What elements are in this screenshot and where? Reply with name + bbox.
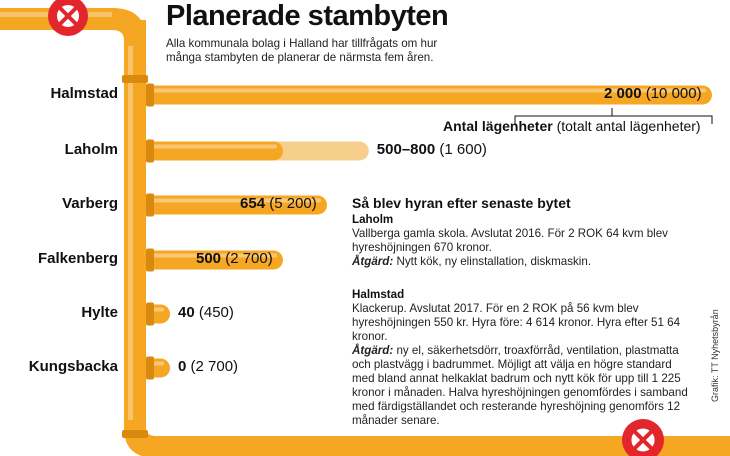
info-block-halmstad [352,288,697,428]
value-label-varberg [240,195,317,212]
value-number: 654 [240,195,270,212]
legend-bold: Antal lägenheter [443,118,553,134]
value-total: (450) [198,304,234,321]
credit: Grafik: TT Nyhetsbyrån [710,309,720,402]
pipe-trunk-ring-0 [122,75,148,83]
bar-ring-hylte [146,303,154,326]
info-action-label: Åtgärd: [352,255,394,268]
legend-rest: (totalt antal lägenheter) [556,118,701,134]
city-label-varberg: Varberg [62,195,118,212]
info-place: Laholm [352,213,394,226]
value-number: 500 [196,250,226,267]
value-label-hylte [178,304,234,321]
bar-ring-halmstad [146,84,154,107]
info-action: Nytt kök, ny elinstallation, diskmaskin. [396,255,592,268]
bar-highlight-laholm [140,145,277,149]
info-place: Halmstad [352,288,405,301]
value-number: 500–800 [376,141,440,158]
value-label-laholm [377,141,487,158]
info-block-laholm [352,213,697,269]
value-label-halmstad [604,85,702,102]
page-title: Planerade stambyten [166,0,449,32]
value-total: (10 000) [645,85,702,102]
bar-ring-varberg [146,194,154,217]
city-label-halmstad: Halmstad [50,85,118,102]
info-action-label: Åtgärd: [352,344,394,357]
bar-laholm [140,142,283,161]
value-total: (2 700) [225,250,273,267]
city-label-hylte: Hylte [81,304,118,321]
info-text: Klackerup. Avslutat 2017. För en 2 ROK på 56 kvm blev hyreshöjningen 550 kr. Hyra före: 4 614 kronor. Hyra efter 51 64 kronor. [352,302,681,343]
legend [443,118,701,134]
info-action: ny el, säkerhetsdörr, troaxförråd, ventilation, plastmatta och plastvägg i badrummet. Möjligt att välja en högre standard med bland annat helkaklat badrum och nytt kök för upp till 1 225 kronor i månaden. Halva hyreshöjningen genomfördes i samband med färdigställandet och resterande hyreshöjning genomförs 12 månader senare. [352,344,688,427]
value-total: (5 200) [269,195,317,212]
pipe-trunk-ring-1 [122,430,148,438]
subtitle: Alla kommunala bolag i Halland har tillfrågats om hur många stambyten de planerar de närmsta fem åren. [166,37,438,64]
bar-ring-laholm [146,140,154,163]
value-number: 40 [178,304,199,321]
info-text: Vallberga gamla skola. Avslutat 2016. För 2 ROK 64 kvm blev hyreshöjningen 670 kronor. [352,227,668,254]
value-label-falkenberg [196,250,273,267]
value-number: 2 000 [604,85,646,102]
bar-ring-falkenberg [146,249,154,272]
city-label-laholm: Laholm [64,141,118,158]
valve-bottom-icon-hub [640,437,646,443]
bar-ring-kungsbacka [146,357,154,380]
city-label-falkenberg: Falkenberg [37,250,118,267]
value-number: 0 [178,358,191,375]
city-label-kungsbacka: Kungsbacka [28,358,118,375]
value-label-kungsbacka [178,358,238,375]
value-total: (2 700) [190,358,239,375]
info-heading: Så blev hyran efter senaste bytet [352,195,571,211]
value-total: (1 600) [439,141,487,158]
valve-top-icon-hub [65,13,71,19]
